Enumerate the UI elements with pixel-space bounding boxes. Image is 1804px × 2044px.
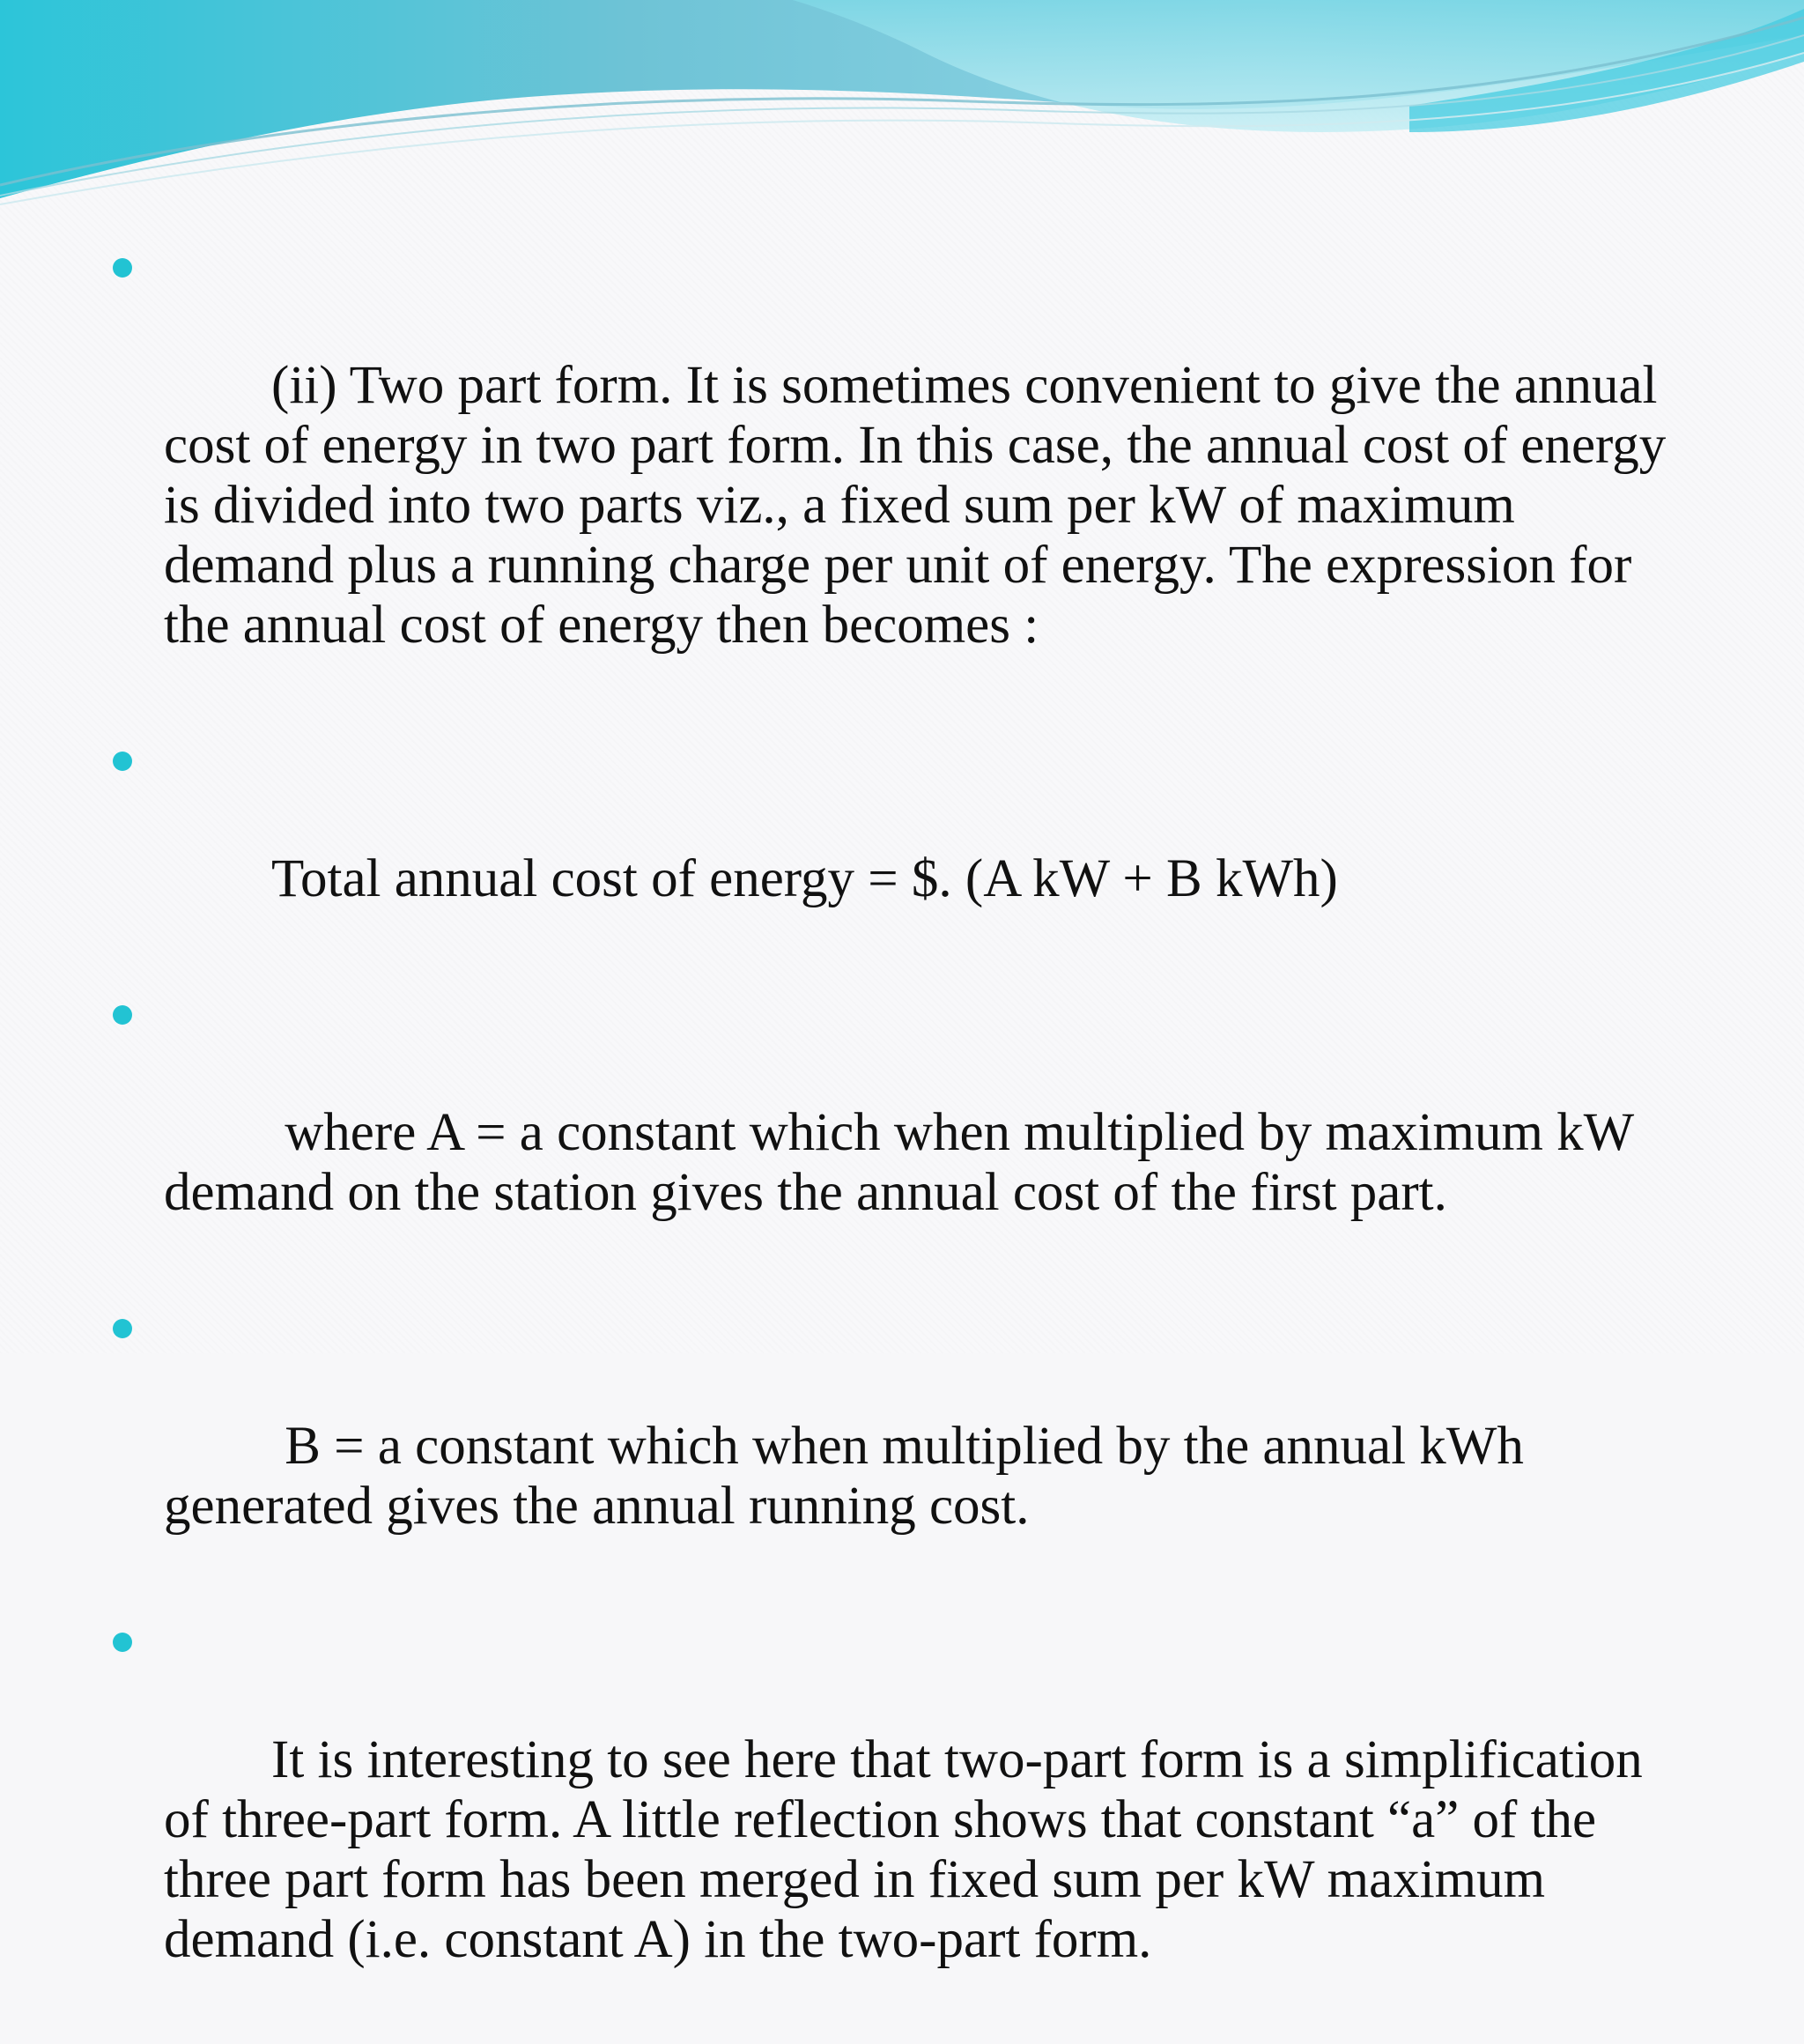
bullet-text: It is interesting to see here that two-part form is a simplification of three-part form. A little reflection shows that constant “a” of the three part form has been merged in fixed sum per kW maximum demand (i.e. constant A) in the two-part form.: [164, 1730, 1657, 1969]
bullet-item: [104, 1297, 1698, 1596]
bullet-text: (ii) Two part form. It is sometimes convenient to give the annual cost of energy in two part form. In this case, the annual cost of energy is divided into two parts viz., a fixed sum per kW of maximum demand plus a running charge per unit of energy. The expression for the annual cost of energy then becomes :: [164, 356, 1680, 655]
bullet-text: Total annual cost of energy = $. (A kW + B kWh): [271, 849, 1338, 908]
bullet-dot-icon: [113, 752, 132, 771]
header-wave-decoration: [0, 0, 1804, 211]
bullet-dot-icon: [113, 1319, 132, 1338]
bullet-text: where A = a constant which when multiplied by maximum kW demand on the station gives the annual cost of the first part.: [164, 1103, 1647, 1222]
bullet-item: [104, 236, 1698, 715]
bullet-list: [104, 236, 1698, 2030]
bullet-text: B = a constant which when multiplied by the annual kWh generated gives the annual running cost.: [164, 1417, 1538, 1536]
bullet-item: [104, 1611, 1698, 2030]
slide-body: [104, 236, 1698, 2044]
bullet-item: [104, 983, 1698, 1283]
bullet-item: [104, 729, 1698, 969]
bullet-dot-icon: [113, 258, 132, 278]
bullet-dot-icon: [113, 1005, 132, 1025]
bullet-dot-icon: [113, 1633, 132, 1652]
